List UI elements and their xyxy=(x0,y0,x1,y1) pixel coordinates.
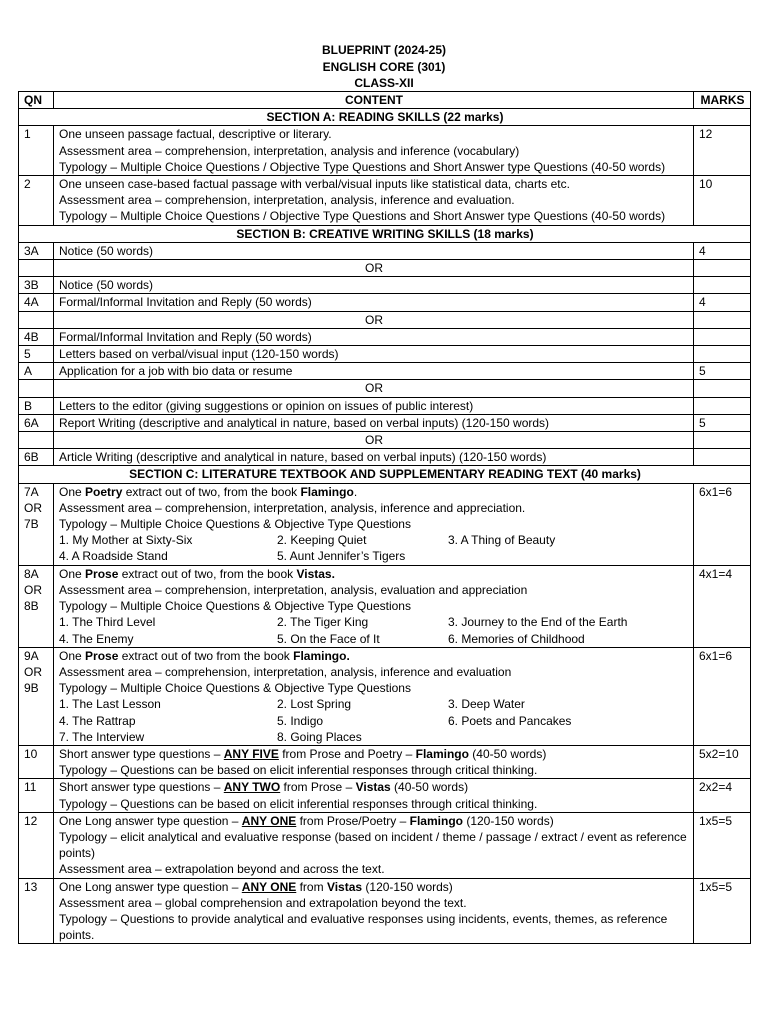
title-blueprint: BLUEPRINT (2024-25) xyxy=(321,43,447,57)
content-cell xyxy=(54,878,694,944)
qn-cell: A xyxy=(19,363,54,380)
or-row xyxy=(19,260,751,277)
section-a-heading: SECTION A: READING SKILLS (22 marks) xyxy=(19,109,751,126)
table-row xyxy=(19,328,751,345)
table-row xyxy=(19,242,751,259)
or-label: OR xyxy=(54,260,694,277)
qn-cell: 10 xyxy=(19,745,54,778)
table-row xyxy=(19,449,751,466)
content-line: One Prose extract out of two, from the book Vistas. xyxy=(59,566,335,581)
list-item: 1. My Mother at Sixty-Six xyxy=(59,533,193,548)
content-cell: Formal/Informal Invitation and Reply (50 words) xyxy=(54,294,694,311)
content-line: Short answer type questions – ANY FIVE from Prose and Poetry – Flamingo (40-50 words) xyxy=(59,746,547,761)
list-item: 2. Lost Spring xyxy=(277,697,352,712)
qn-label: 9B xyxy=(24,681,39,696)
content-cell xyxy=(54,176,694,226)
or-label: OR xyxy=(54,380,694,397)
marks-cell: 4 xyxy=(694,294,751,311)
list-item: 5. Aunt Jennifer’s Tigers xyxy=(277,549,406,564)
content-line: Typology – Questions to provide analytical and evaluative responses using incidents, events, themes, as reference points. xyxy=(59,911,668,943)
col-content: CONTENT xyxy=(54,92,694,109)
content-line: Short answer type questions – ANY TWO from Prose – Vistas (40-50 words) xyxy=(59,780,469,795)
section-row xyxy=(19,225,751,242)
marks-cell: 4x1=4 xyxy=(694,565,751,647)
table-row xyxy=(19,414,751,431)
table-row xyxy=(19,126,751,176)
qn-cell: B xyxy=(19,397,54,414)
table-row xyxy=(19,277,751,294)
qn-cell: 3B xyxy=(19,277,54,294)
content-line: Typology – Multiple Choice Questions & Objective Type Questions xyxy=(59,517,411,532)
marks-cell: 6x1=6 xyxy=(694,647,751,745)
marks-cell: 4 xyxy=(694,242,751,259)
list-item: 3. A Thing of Beauty xyxy=(448,533,556,548)
marks-cell: 10 xyxy=(694,176,751,226)
content-line: One unseen case-based factual passage with verbal/visual inputs like statistical data, charts etc. xyxy=(59,177,570,192)
list-item: 6. Memories of Childhood xyxy=(448,631,585,646)
table-row xyxy=(19,176,751,226)
qn-label: OR xyxy=(24,664,42,679)
title-subject: ENGLISH CORE (301) xyxy=(322,59,446,74)
content-line: One Poetry extract out of two, from the book Flamingo. xyxy=(59,484,358,499)
qn-cell xyxy=(19,483,54,565)
section-row xyxy=(19,466,751,483)
qn-label: 7A xyxy=(24,484,39,499)
table-row xyxy=(19,779,751,812)
or-row xyxy=(19,432,751,449)
content-line: Typology – Questions can be based on elicit inferential responses through critical thinking. xyxy=(59,763,538,778)
qn-cell: 11 xyxy=(19,779,54,812)
table-row xyxy=(19,745,751,778)
content-line: Assessment area – extrapolation beyond and across the text. xyxy=(59,862,385,877)
list-item: 5. Indigo xyxy=(277,713,324,728)
content-line: Typology – elicit analytical and evaluative response (based on incident / theme / passage / extract / event as reference points) xyxy=(59,829,687,861)
section-b-heading: SECTION B: CREATIVE WRITING SKILLS (18 marks) xyxy=(19,225,751,242)
content-line: Typology – Multiple Choice Questions & Objective Type Questions xyxy=(59,681,411,696)
content-line: Assessment area – global comprehension and extrapolation beyond the text. xyxy=(59,895,467,910)
table-row xyxy=(19,363,751,380)
or-label: OR xyxy=(54,311,694,328)
content-cell: Letters based on verbal/visual input (120-150 words) xyxy=(54,346,694,363)
table-row xyxy=(19,812,751,878)
table-row xyxy=(19,878,751,944)
qn-cell xyxy=(19,565,54,647)
list-item: 3. Journey to the End of the Earth xyxy=(448,615,628,630)
content-cell: Notice (50 words) xyxy=(54,242,694,259)
marks-cell: 5 xyxy=(694,414,751,431)
qn-label: 8B xyxy=(24,599,39,614)
qn-cell: 4B xyxy=(19,328,54,345)
marks-cell: 1x5=5 xyxy=(694,878,751,944)
marks-cell: 5 xyxy=(694,363,751,380)
marks-cell: 12 xyxy=(694,126,751,176)
content-cell: Notice (50 words) xyxy=(54,277,694,294)
title-class: CLASS-XII xyxy=(354,76,414,90)
list-item: 5. On the Face of It xyxy=(277,631,380,646)
table-row xyxy=(19,565,751,647)
qn-cell xyxy=(19,647,54,745)
table-row xyxy=(19,346,751,363)
or-label: OR xyxy=(54,432,694,449)
content-cell xyxy=(54,745,694,778)
qn-label: 9A xyxy=(24,648,39,663)
list-item: 6. Poets and Pancakes xyxy=(448,713,572,728)
or-row xyxy=(19,311,751,328)
qn-cell: 1 xyxy=(19,126,54,176)
qn-label: OR xyxy=(24,582,42,597)
content-cell xyxy=(54,812,694,878)
qn-label: OR xyxy=(24,500,42,515)
qn-cell: 4A xyxy=(19,294,54,311)
content-cell xyxy=(54,565,694,647)
content-cell xyxy=(54,483,694,565)
content-cell: Article Writing (descriptive and analytical in nature, based on verbal inputs) (120-150 words) xyxy=(54,449,694,466)
blueprint-table xyxy=(18,91,751,944)
content-cell: Formal/Informal Invitation and Reply (50 words) xyxy=(54,328,694,345)
content-line: Typology – Multiple Choice Questions / Objective Type Questions and Short Answer type Questions (40-50 words) xyxy=(59,209,666,224)
qn-cell: 5 xyxy=(19,346,54,363)
content-cell: Application for a job with bio data or resume xyxy=(54,363,694,380)
list-item: 1. The Third Level xyxy=(59,615,156,630)
list-item: 1. The Last Lesson xyxy=(59,697,161,712)
document-header xyxy=(0,42,768,92)
table-row xyxy=(19,397,751,414)
content-cell xyxy=(54,647,694,745)
list-item: 7. The Interview xyxy=(59,729,145,744)
content-cell xyxy=(54,779,694,812)
content-line: Assessment area – comprehension, interpretation, analysis, inference and appreciation. xyxy=(59,500,526,515)
content-line: One Long answer type question – ANY ONE from Vistas (120-150 words) xyxy=(59,879,453,894)
list-item: 4. A Roadside Stand xyxy=(59,549,168,564)
table-row xyxy=(19,647,751,745)
content-line: One Long answer type question – ANY ONE from Prose/Poetry – Flamingo (120-150 words) xyxy=(59,813,554,828)
list-item: 2. Keeping Quiet xyxy=(277,533,367,548)
list-item: 3. Deep Water xyxy=(448,697,525,712)
list-item: 2. The Tiger King xyxy=(277,615,369,630)
marks-cell: 2x2=4 xyxy=(694,779,751,812)
content-line: Assessment area – comprehension, interpretation, analysis, evaluation and appreciation xyxy=(59,582,528,597)
qn-cell: 6A xyxy=(19,414,54,431)
content-line: Assessment area – comprehension, interpretation, analysis, inference and evaluation xyxy=(59,664,512,679)
content-line: One unseen passage factual, descriptive or literary. xyxy=(59,127,332,142)
marks-cell: 1x5=5 xyxy=(694,812,751,878)
qn-label: 7B xyxy=(24,517,39,532)
table-row xyxy=(19,294,751,311)
content-line: Typology – Questions can be based on elicit inferential responses through critical thinking. xyxy=(59,796,538,811)
chapter-list xyxy=(59,532,689,564)
or-row xyxy=(19,380,751,397)
table-header-row xyxy=(19,92,751,109)
qn-cell: 2 xyxy=(19,176,54,226)
qn-label: 8A xyxy=(24,566,39,581)
content-cell: Report Writing (descriptive and analytical in nature, based on verbal inputs) (120-150 words) xyxy=(54,414,694,431)
list-item: 4. The Rattrap xyxy=(59,713,136,728)
content-line: One Prose extract out of two from the book Flamingo. xyxy=(59,648,350,663)
table-row xyxy=(19,483,751,565)
section-c-heading: SECTION C: LITERATURE TEXTBOOK AND SUPPLEMENTARY READING TEXT (40 marks) xyxy=(19,466,751,483)
content-line: Typology – Multiple Choice Questions & Objective Type Questions xyxy=(59,599,411,614)
content-line: Typology – Multiple Choice Questions / Objective Type Questions and Short Answer type Questions (40-50 words) xyxy=(59,159,666,174)
marks-cell: 5x2=10 xyxy=(694,745,751,778)
content-line: Assessment area – comprehension, interpretation, analysis, inference and evaluation. xyxy=(59,193,515,208)
content-cell: Letters to the editor (giving suggestions or opinion on issues of public interest) xyxy=(54,397,694,414)
chapter-list xyxy=(59,614,689,646)
col-qn: QN xyxy=(19,92,54,109)
qn-cell: 6B xyxy=(19,449,54,466)
qn-cell: 3A xyxy=(19,242,54,259)
qn-cell: 12 xyxy=(19,812,54,878)
col-marks: MARKS xyxy=(694,92,751,109)
chapter-list xyxy=(59,696,689,745)
marks-cell: 6x1=6 xyxy=(694,483,751,565)
qn-cell: 13 xyxy=(19,878,54,944)
content-cell xyxy=(54,126,694,176)
list-item: 8. Going Places xyxy=(277,729,362,744)
section-row xyxy=(19,109,751,126)
content-line: Assessment area – comprehension, interpretation, analysis and inference (vocabulary) xyxy=(59,143,520,158)
list-item: 4. The Enemy xyxy=(59,631,134,646)
